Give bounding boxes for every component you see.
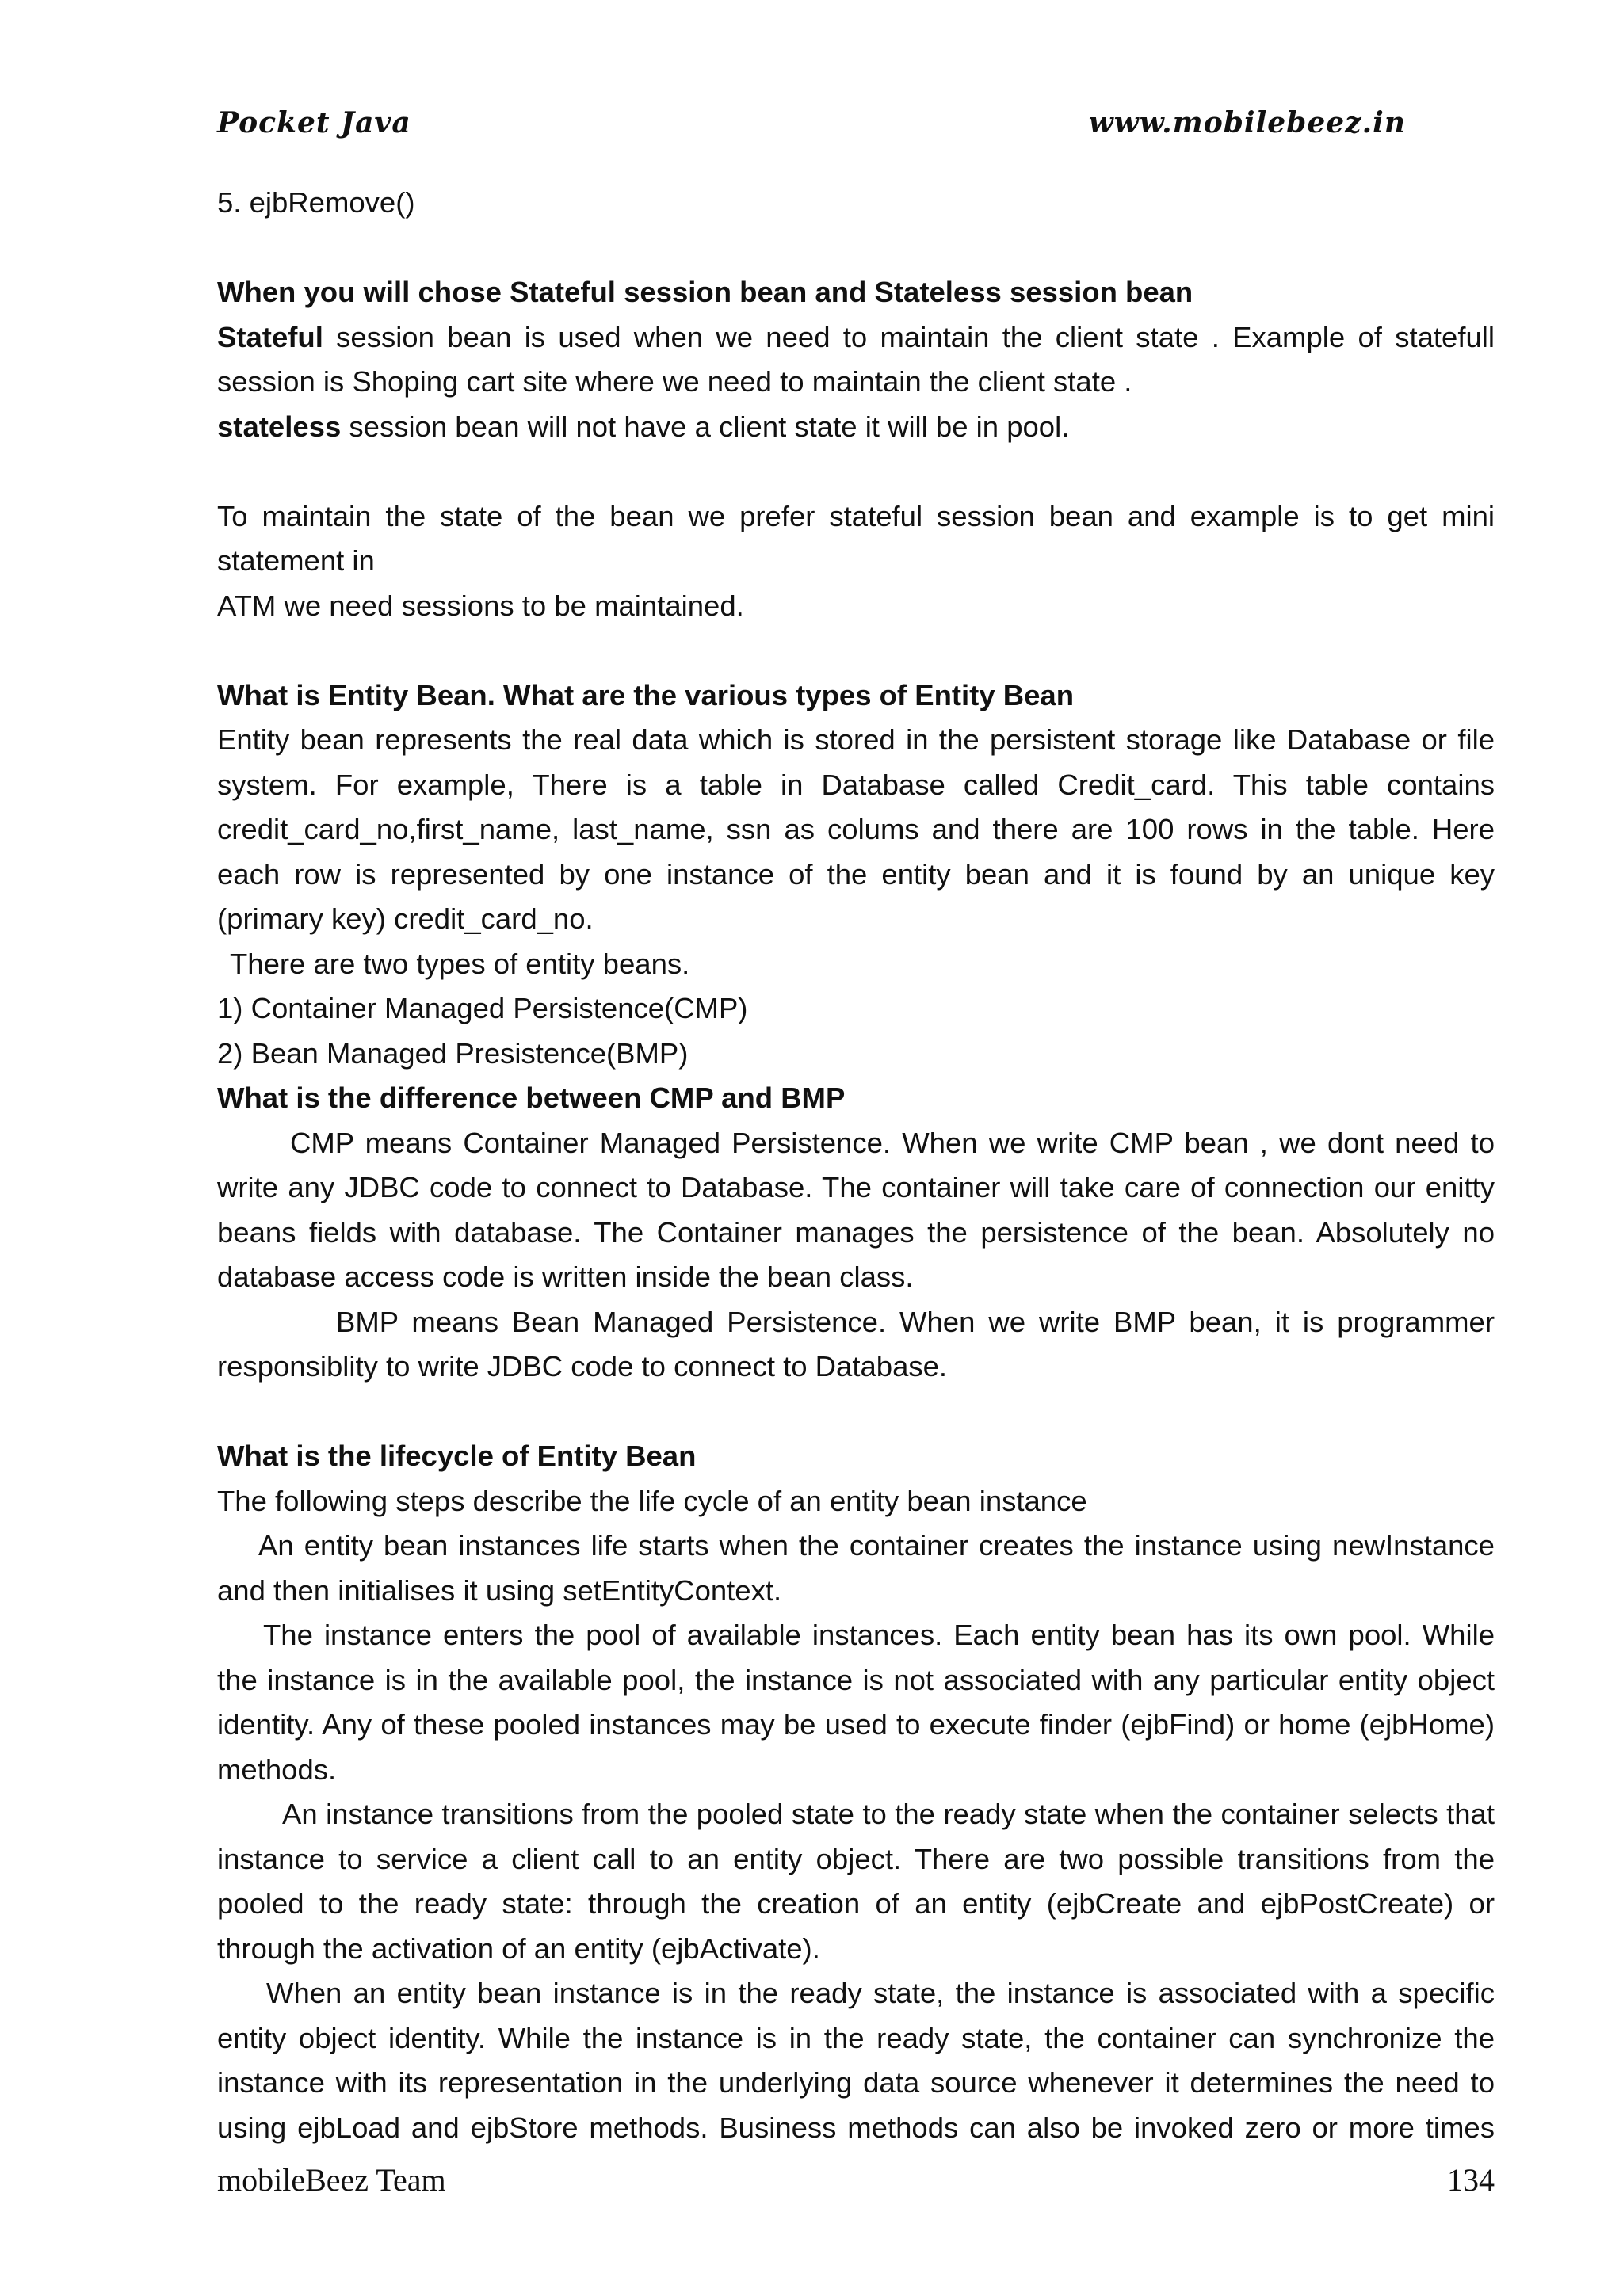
paragraph-gap — [217, 628, 1495, 673]
page-footer — [217, 2161, 1495, 2209]
page-body — [217, 181, 1495, 2150]
paragraph-atm: ATM we need sessions to be maintained. — [217, 589, 744, 622]
running-header — [217, 106, 1406, 146]
paragraph-lifecycle-ready: When an entity bean instance is in the ready state, the instance is associated with a specific entity object identity. While the instance is in the ready state, the container can synchronize the instance with its representation in the underlying data source whenever it determines the need to using ejbLoad and ejbStore methods. Business methods can also be invoked zero or more times — [217, 1977, 1495, 2144]
paragraph-stateful-text: session bean is used when we need to maintain the client state . Example of statefull session is Shoping cart site where we need to maintain the client state . — [217, 320, 1495, 398]
list-item-bmp: 2) Bean Managed Presistence(BMP) — [217, 1036, 689, 1070]
section-heading-stateful-vs-stateless: When you will chose Stateful session bean and Stateless session bean — [217, 276, 1193, 308]
paragraph-entity-bean: Entity bean represents the real data which is stored in the persistent storage like Database or file system. For example, There is a table in Database called Credit_card. This table contains credit_card_no,first_name, last_name, ssn as colums and there are 100 rows in the table. Here each row is represented by one instance of the entity bean and it is found by an unique key (primary key) credit_card_no. — [217, 723, 1495, 935]
paragraph-gap — [217, 1390, 1495, 1435]
paragraph-gap — [217, 449, 1495, 494]
paragraph-lifecycle-start: An entity bean instances life starts when the container creates the instance using newInstance and then initialises it using setEntityContext. — [217, 1529, 1495, 1607]
paragraph-lifecycle-transition: An instance transitions from the pooled state to the ready state when the container selects that instance to service a client call to an entity object. There are two possible transitions from the pooled to the ready state: through the creation of an entity (ejbCreate and ejbPostCreate) or through the activation of an entity (ejbActivate). — [217, 1798, 1495, 1965]
list-item-cmp: 1) Container Managed Persistence(CMP) — [217, 992, 748, 1024]
paragraph-stateless — [217, 405, 1495, 450]
term-stateful: Stateful — [217, 320, 323, 353]
paragraph-cmp: CMP means Container Managed Persistence. When we write CMP bean , we dont need to write any JDBC code to connect to Database. The container will take care of connection our enitty beans fields with database. The Container manages the persistence of the bean. Absolutely no database access code is written inside the bean class. — [217, 1126, 1495, 1293]
term-stateless: stateless — [217, 410, 342, 443]
paragraph-lifecycle-pool: The instance enters the pool of available instances. Each entity bean has its own pool. While the instance is in the available pool, the instance is not associated with any particular entity object identity. Any of these pooled instances may be used to execute finder (ejbFind) or home (ejbHome) methods. — [217, 1619, 1495, 1786]
paragraph-bmp: BMP means Bean Managed Persistence. When we write BMP bean, it is programmer responsiblity to write JDBC code to connect to Database. — [217, 1305, 1495, 1383]
page-number: 134 — [1447, 2162, 1495, 2198]
section-heading-entity-lifecycle: What is the lifecycle of Entity Bean — [217, 1440, 697, 1472]
paragraph-maintain-state: To maintain the state of the bean we prefer stateful session bean and example is to get mini statement in — [217, 499, 1495, 577]
paragraph-entity-types: There are two types of entity beans. — [230, 947, 690, 980]
header-book-title: Pocket Java — [217, 106, 411, 139]
header-website: www.mobilebeez.in — [1088, 106, 1406, 139]
section-heading-entity-bean: What is Entity Bean. What are the various types of Entity Bean — [217, 678, 1075, 711]
paragraph-lifecycle-intro: The following steps describe the life cycle of an entity bean instance — [217, 1484, 1087, 1517]
section-heading-cmp-vs-bmp: What is the difference between CMP and BMP — [217, 1081, 846, 1114]
list-item-ejbremove: 5. ejbRemove() — [217, 186, 415, 219]
paragraph-gap — [217, 226, 1495, 271]
paragraph-stateful — [217, 315, 1495, 405]
footer-team: mobileBeez Team — [217, 2162, 446, 2198]
paragraph-stateless-text: session bean will not have a client state it will be in pool. — [341, 410, 1070, 443]
